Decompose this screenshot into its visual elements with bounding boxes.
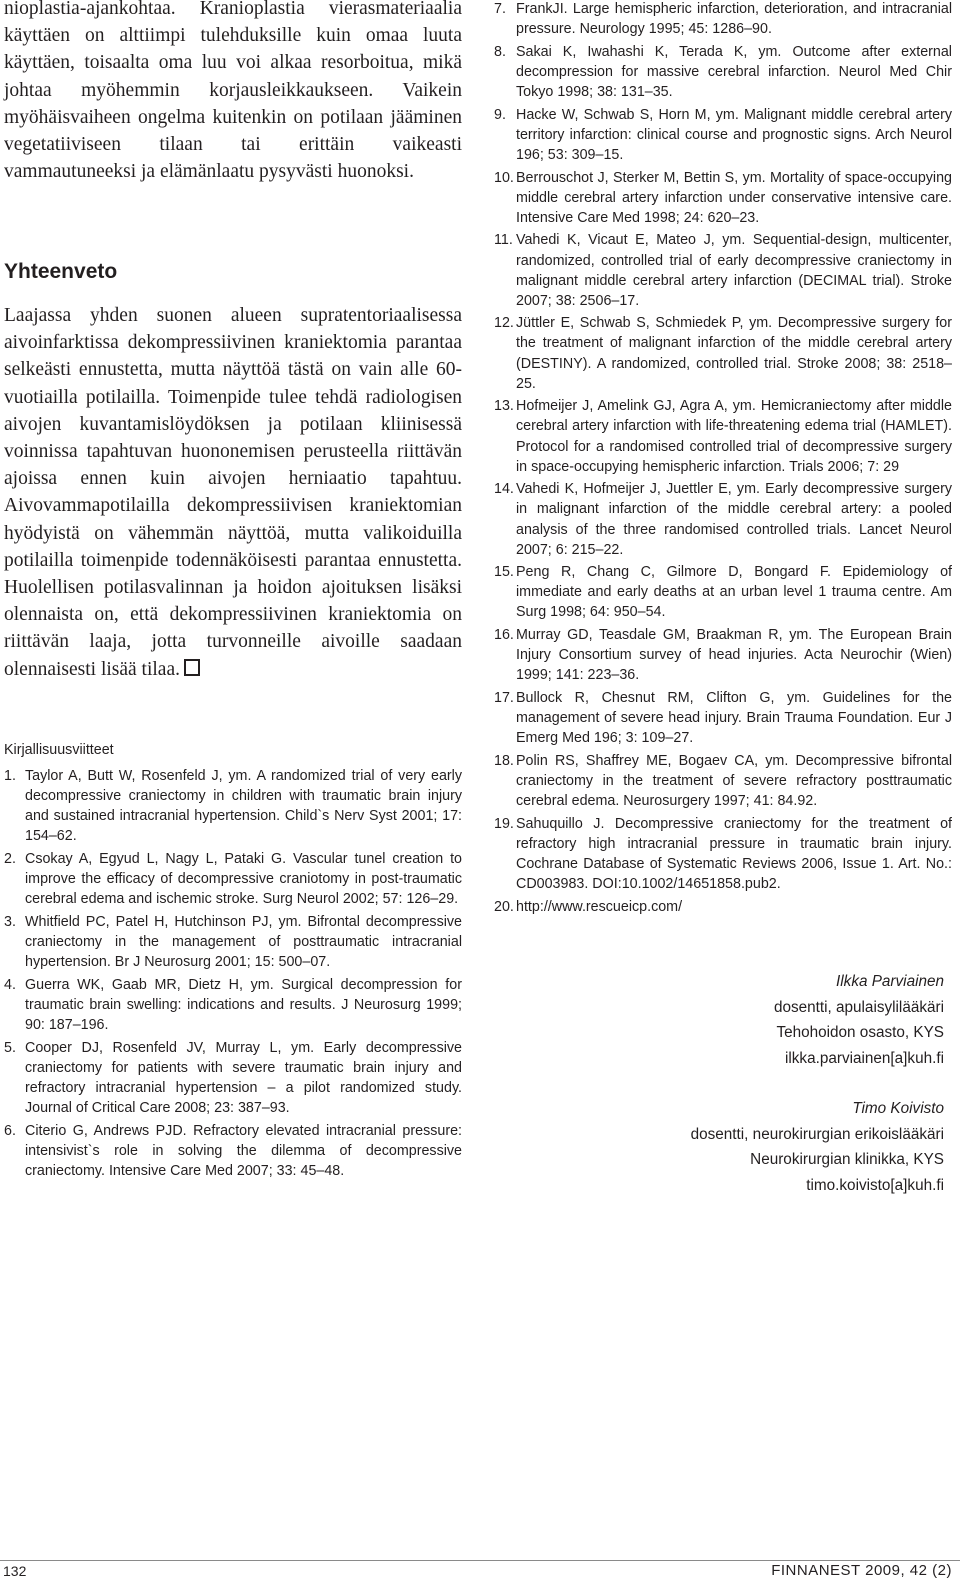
reference-text: Berrouschot J, Sterker M, Bettin S, ym. Mortality of space-occupying middle cerebral artery infarction under conservative intensive care. Intensive Care Med 1998; 24: 620–23.	[516, 169, 952, 226]
reference-number: 12.	[494, 315, 514, 332]
reference-number: 11.	[494, 232, 513, 249]
reference-text: Cooper DJ, Rosenfeld JV, Murray L, ym. Early decompressive craniectomy for patients with severe traumatic brain injury and refractory intracranial hypertension – a pilot randomized study. Journal of Critical Care 2008; 23: 387–93.	[25, 1039, 462, 1116]
reference-number: 8.	[494, 43, 506, 60]
footer-rule	[0, 1560, 960, 1561]
reference-text: Whitfield PC, Patel H, Hutchinson PJ, ym. Bifrontal decompressive craniectomy in the management of posttraumatic intracranial hypertension. Br J Neurosurg 2001; 15: 500–07.	[25, 913, 462, 971]
reference-number: 15.	[494, 564, 514, 581]
reference-item	[494, 230, 952, 310]
author-title: dosentti, neurokirurgian erikoislääkäri	[690, 1125, 944, 1143]
reference-text: Csokay A, Egyud L, Nagy L, Pataki G. Vascular tunel creation to improve the efficacy of decompressive craniotomy in post-traumatic cerebral edema and ischemic stroke. Surg Neurol 2002; 57: 126–29.	[25, 850, 462, 908]
reference-number: 20.	[494, 898, 514, 915]
author-name: Timo Koivisto	[852, 1100, 944, 1117]
author-unit: Tehohoidon osasto, KYS	[776, 1024, 944, 1041]
author-title: dosentti, apulaisylilääkäri	[773, 998, 944, 1016]
reference-number: 1.	[4, 768, 16, 784]
reference-text: Sahuquillo J. Decompressive craniectomy for the treatment of refractory high intracranial pressure in traumatic brain injury. Cochrane Database of Systematic Reviews 2006, Issue 1. Art. No.: CD003983. DOI:10.1002/14651858.pub2.	[516, 815, 952, 893]
reference-item	[494, 562, 952, 622]
paragraph-text	[4, 302, 462, 683]
reference-item	[494, 897, 952, 917]
reference-number: 19.	[494, 815, 514, 832]
author-signature-2	[691, 1096, 944, 1198]
references-list-left	[4, 766, 462, 1183]
reference-text: Jüttler E, Schwab S, Schmiedek P, ym. Decompressive surgery for the treatment of malignant infarction of the middle cerebral artery (DESTINY). A randomized, controlled trial. Stroke 2008; 38: 2518–25.	[516, 315, 952, 392]
reference-number: 14.	[494, 481, 514, 498]
reference-number: 18.	[494, 752, 514, 769]
summary-text: Laajassa yhden suonen alueen supratentoriaalisessa aivoinfarktissa dekompressiivinen kraniektomia parantaa selkeästi ennustetta, mutta näyttöä tästä on vain alle 60-vuotiailla potilailla. Toimenpide tulee tehdä radiologisen aivojen kuvantamislöydöksen ja potilaan kliinisessä voinnissa tapahtuvan huononemisen perusteella riittävän ajoissa ennen kuin aivojen herniaatio tapahtuu. Aivovammapotilailla dekompressiivisen kraniektomian hyödyistä on vähemmän näyttöä, mutta valikoiduilla potilailla toimenpide todennäköisesti parantaa ennustetta. Huolellisen potilasvalinnan ja hoidon ajoituksen lisäksi olennaista on, että dekompressiivinen kraniektomia on riittävän laaja, jotta turvonneille aivoille saadaan olennaisesti lisää tilaa.	[4, 305, 462, 680]
reference-number: 13.	[494, 398, 514, 415]
reference-item	[4, 912, 462, 972]
reference-item	[494, 168, 952, 228]
reference-number: 7.	[494, 1, 506, 17]
reference-text: Peng R, Chang C, Gilmore D, Bongard F. Epidemiology of immediate and early deaths at an urban level 1 trauma centre. Am Surg 1998; 64: 950–54.	[516, 564, 952, 621]
reference-number: 4.	[4, 976, 16, 993]
reference-item	[4, 975, 462, 1035]
reference-text: Polin RS, Shaffrey ME, Bogaev CA, ym. Decompressive bifrontal craniectomy in the treatment of severe refractory posttraumatic cerebral edema. Neurosurgery 1997; 41: 84.92.	[516, 752, 952, 810]
reference-item	[494, 479, 952, 559]
reference-text: Guerra WK, Gaab MR, Dietz H, ym. Surgical decompression for traumatic brain swelling: indications and results. J Neurosurg 1999; 90: 187–196.	[25, 976, 462, 1033]
reference-text: Vahedi K, Hofmeijer J, Juettler E, ym. Early decompressive surgery in malignant infarction of the middle cerebral artery: a pooled analysis of the three randomised controlled trials. Lancet Neurol 2007; 6: 215–22.	[516, 481, 952, 558]
article-end-icon	[184, 659, 200, 676]
reference-text: Hacke W, Schwab S, Horn M, ym. Malignant middle cerebral artery territory infarction: clinical course and prognostic signs. Arch Neurol 196; 53: 309–15.	[516, 106, 952, 163]
reference-item	[4, 766, 462, 846]
author-email[interactable]: ilkka.parviainen[a]kuh.fi	[784, 1049, 944, 1067]
reference-item	[494, 42, 952, 102]
reference-item	[494, 688, 952, 748]
reference-text: Murray GD, Teasdale GM, Braakman R, ym. The European Brain Injury Consortium survey of head injuries. Acta Neurochir (Wien) 1999; 141: 223–36.	[516, 627, 952, 684]
reference-item	[494, 396, 952, 476]
reference-number: 3.	[4, 913, 16, 930]
reference-number: 6.	[4, 1122, 16, 1139]
reference-item	[494, 625, 952, 685]
author-signature-1	[774, 969, 944, 1071]
reference-number: 16.	[494, 627, 514, 644]
reference-item	[4, 1121, 462, 1181]
reference-number: 2.	[4, 850, 16, 867]
author-name: Ilkka Parviainen	[836, 973, 944, 990]
reference-number: 9.	[494, 106, 506, 123]
reference-item	[494, 814, 952, 894]
reference-number: 10.	[494, 169, 514, 186]
reference-item	[494, 751, 952, 811]
body-paragraph-2	[4, 302, 462, 683]
reference-item	[494, 313, 952, 393]
author-unit: Neurokirurgian klinikka, KYS	[750, 1151, 944, 1168]
reference-text: Taylor A, Butt W, Rosenfeld J, ym. A randomized trial of very early decompressive craniectomy in children with traumatic brain injury and sustained intracranial hypertension. Child`s Nerv Syst 2001; 17: 154–62.	[25, 768, 462, 845]
journal-footer: FINNANEST 2009, 42 (2)	[771, 1562, 952, 1579]
reference-number: 5.	[4, 1039, 16, 1056]
references-title: Kirjallisuusviitteet	[4, 742, 114, 758]
page-number: 132	[3, 1563, 27, 1579]
reference-item	[494, 105, 952, 165]
paragraph-text: nioplastia-ajankohtaa. Kranioplastia vierasmateriaalia käyttäen on alttiimpi tulehduksille kuin omaa luuta käyttäen, toisaalta oma luu voi alkaa resorboitua, mikä johtaa myöhemmin korjausleikkaukseen. Vaikein myöhäisvaiheen ongelma kuitenkin on potilaan jääminen vegetatiiviseen tilaan tai erittäin vaikeasti vammautuneeksi ja elämänlaatu pysyvästi huonoksi.	[4, 0, 462, 183]
body-paragraph-1	[4, 0, 462, 185]
section-heading: Yhteenveto	[4, 260, 118, 283]
reference-item	[4, 1038, 462, 1118]
reference-text: http://www.rescueicp.com/	[516, 898, 683, 915]
reference-text: Hofmeijer J, Amelink GJ, Agra A, ym. Hemicraniectomy after middle cerebral artery infarction with life-threatening edema trial (HAMLET). Protocol for a randomised controlled trial of decompressive surgery in space-occupying hemispheric infarction. Trials 2006; 7: 29	[516, 398, 952, 475]
reference-text: Bullock R, Chesnut RM, Clifton G, ym. Guidelines for the management of severe head injury. Brain Trauma Foundation. Eur J Emerg Med 196; 3: 109–27.	[516, 690, 952, 747]
references-list-right	[494, 0, 952, 919]
reference-item	[4, 849, 462, 909]
author-email[interactable]: timo.koivisto[a]kuh.fi	[806, 1176, 944, 1194]
reference-text: Vahedi K, Vicaut E, Mateo J, ym. Sequential-design, multicenter, randomized, controlled trial of early decompressive craniectomy in malignant middle cerebral artery infarction (DECIMAL trial). Stroke 2007; 38: 2506–17.	[516, 232, 952, 309]
reference-number: 17.	[494, 690, 514, 707]
reference-text: Sakai K, Iwahashi K, Terada K, ym. Outcome after external decompression for massive cerebral infarction. Neurol Med Chir Tokyo 1998; 38: 131–35.	[516, 43, 952, 100]
reference-text: Citerio G, Andrews PJD. Refractory elevated intracranial pressure: intensivist`s role in solving the dilemma of decompressive craniectomy. Intensive Care Med 2007; 33: 45–48.	[25, 1122, 462, 1179]
reference-item	[494, 0, 952, 39]
reference-text: FrankJI. Large hemispheric infarction, deterioration, and intracranial pressure. Neurology 1995; 45: 1286–90.	[516, 1, 952, 38]
